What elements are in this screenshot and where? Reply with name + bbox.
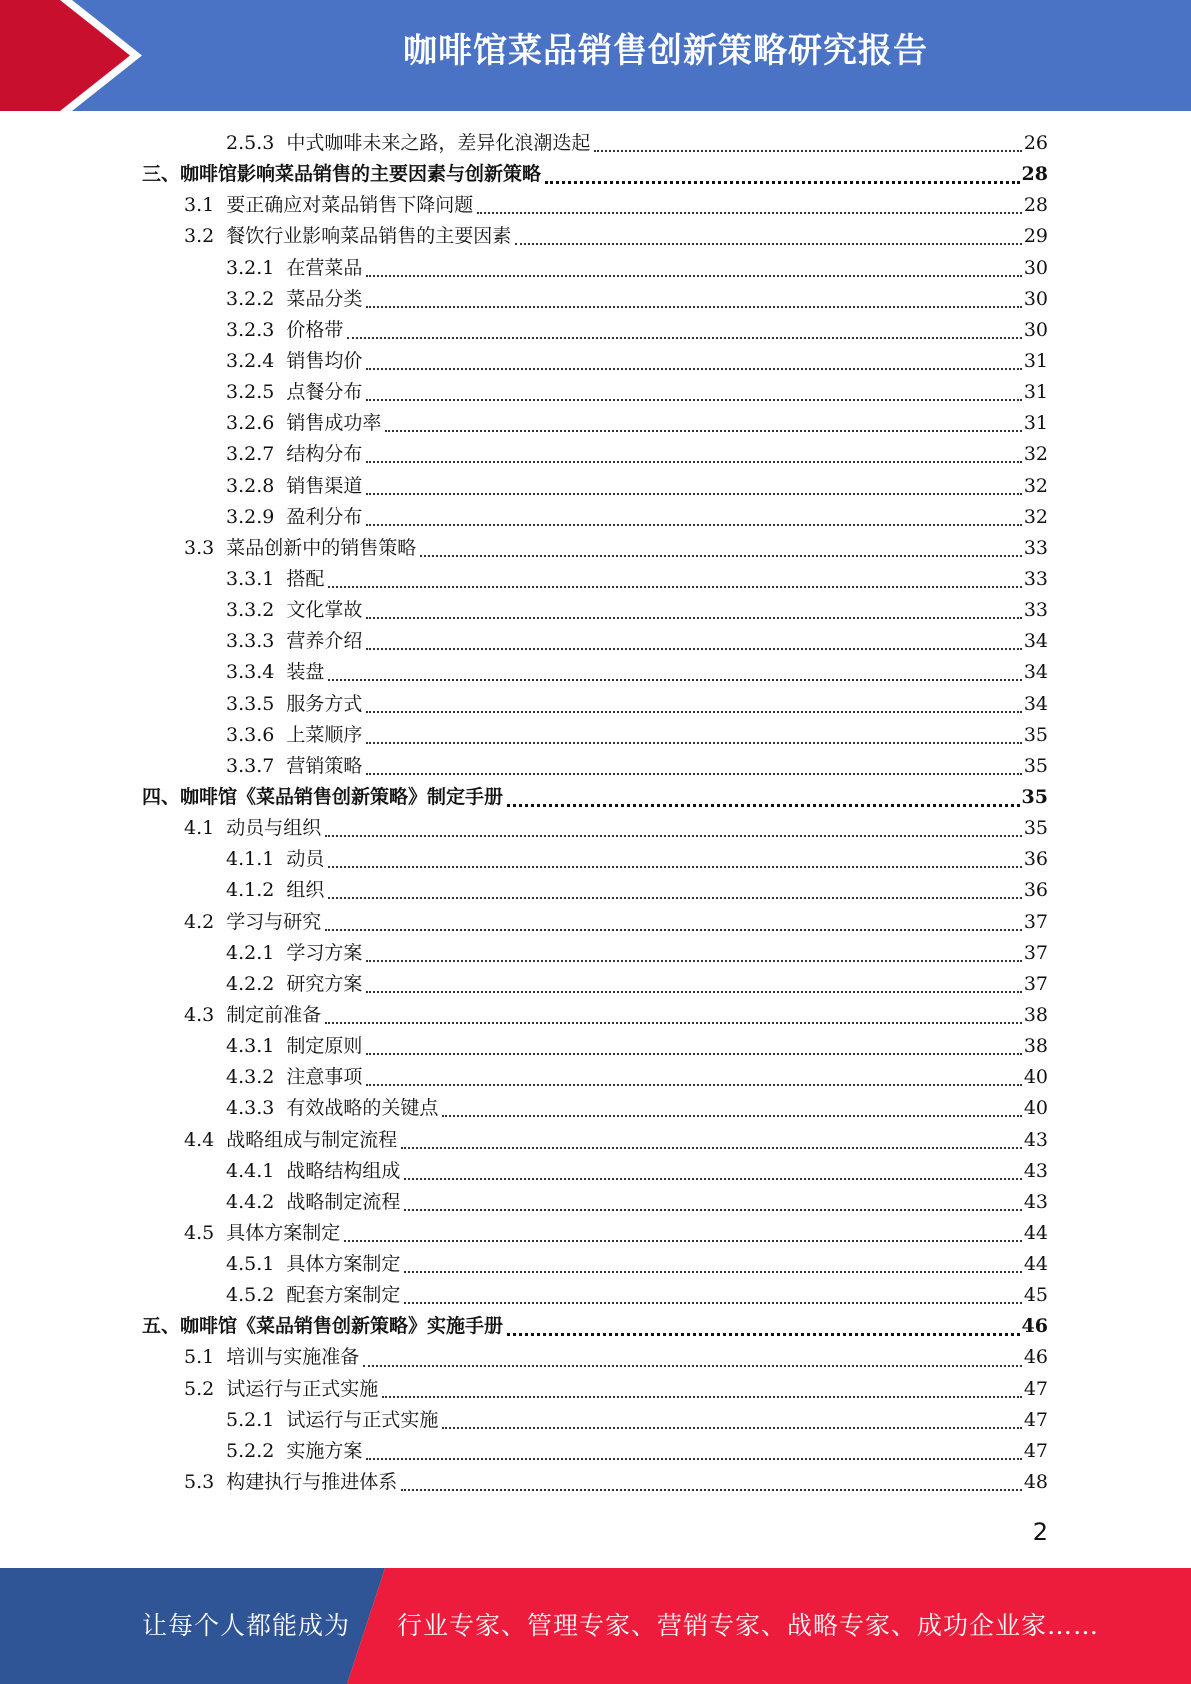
toc-entry[interactable] (226, 564, 1048, 595)
toc-entry-title: 文化掌故 (286, 599, 363, 622)
toc-entry-title: 搭配 (286, 567, 325, 590)
toc-entry-number: 4.3.3 (226, 1097, 275, 1120)
toc-entry-number: 4.1 (184, 817, 215, 840)
toc-entry[interactable] (184, 1342, 1048, 1373)
toc-dot-leader (401, 1146, 1022, 1149)
toc-dot-leader (401, 1488, 1022, 1491)
toc-entry-page: 33 (1023, 599, 1048, 622)
table-of-contents (0, 128, 1191, 1498)
toc-entry-number: 4.3.1 (226, 1035, 275, 1058)
toc-entry-title: 销售成功率 (286, 412, 382, 435)
toc-entry-title: 学习与研究 (226, 910, 322, 933)
toc-entry-page: 34 (1023, 630, 1048, 653)
toc-entry[interactable] (226, 128, 1048, 159)
page-header (0, 0, 1191, 111)
toc-entry[interactable] (226, 1280, 1048, 1311)
toc-entry-title: 菜品创新中的销售策略 (226, 536, 417, 559)
toc-entry[interactable] (226, 657, 1048, 688)
toc-dot-leader (328, 585, 1021, 588)
toc-entry-page: 35 (1021, 785, 1048, 808)
toc-entry-title: 具体方案制定 (286, 1253, 401, 1276)
header-title: 咖啡馆菜品销售创新策略研究报告 (403, 31, 928, 71)
toc-entry-number: 3.2.5 (226, 381, 275, 404)
toc-entry-number: 3.3.3 (226, 630, 275, 653)
toc-entry[interactable] (226, 253, 1048, 284)
toc-entry-number: 4.4.2 (226, 1190, 275, 1213)
toc-entry-title: 服务方式 (286, 692, 363, 715)
toc-entry-number: 4.3 (184, 1003, 215, 1026)
toc-entry-page: 47 (1023, 1377, 1048, 1400)
toc-entry-page: 32 (1023, 505, 1048, 528)
toc-dot-leader (420, 554, 1022, 557)
toc-entry-page: 43 (1023, 1190, 1048, 1213)
toc-dot-leader (366, 460, 1021, 463)
toc-entry-title: 实施方案 (286, 1439, 363, 1462)
toc-entry-page: 29 (1023, 225, 1048, 248)
toc-entry[interactable] (226, 1062, 1048, 1093)
toc-entry-number: 5.3 (184, 1471, 215, 1494)
toc-entry-number: 3.1 (184, 194, 215, 217)
toc-entry-number: 4.2.1 (226, 941, 275, 964)
toc-entry-number: 3.2.2 (226, 287, 275, 310)
toc-entry-title: 上菜顺序 (286, 723, 363, 746)
toc-entry[interactable] (226, 502, 1048, 533)
toc-entry[interactable] (226, 595, 1048, 626)
toc-entry[interactable] (226, 346, 1048, 377)
toc-entry[interactable] (184, 1125, 1048, 1156)
toc-entry-number: 4.4 (184, 1128, 215, 1151)
toc-entry-title: 要正确应对菜品销售下降问题 (226, 194, 474, 217)
toc-entry-page: 47 (1023, 1408, 1048, 1431)
toc-entry-title: 五、咖啡馆《菜品销售创新策略》实施手册 (142, 1315, 504, 1338)
toc-dot-leader (366, 1457, 1021, 1460)
toc-entry-number: 3.2.7 (226, 443, 275, 466)
toc-dot-leader (404, 1301, 1021, 1304)
toc-entry-page: 47 (1023, 1439, 1048, 1462)
toc-entry-number: 3.3.6 (226, 723, 275, 746)
toc-entry[interactable] (226, 1031, 1048, 1062)
toc-entry[interactable] (226, 284, 1048, 315)
toc-entry[interactable] (184, 533, 1048, 564)
toc-dot-leader (366, 523, 1021, 526)
toc-entry-title: 学习方案 (286, 941, 363, 964)
toc-dot-leader (404, 1270, 1021, 1273)
toc-entry-number: 2.5.3 (226, 132, 275, 154)
toc-entry-page: 30 (1023, 318, 1048, 341)
toc-dot-leader (366, 647, 1021, 650)
toc-dot-leader (404, 1208, 1021, 1211)
toc-dot-leader (328, 896, 1021, 899)
toc-entry-title: 制定原则 (286, 1035, 363, 1058)
toc-entry[interactable] (184, 813, 1048, 844)
toc-entry[interactable] (184, 221, 1048, 252)
toc-dot-leader (328, 678, 1021, 681)
toc-entry-page: 35 (1023, 754, 1048, 777)
toc-dot-leader (366, 959, 1021, 962)
toc-entry-page: 28 (1023, 194, 1048, 217)
toc-entry[interactable] (226, 408, 1048, 439)
toc-entry-page: 37 (1023, 910, 1048, 933)
toc-dot-leader (366, 772, 1021, 775)
toc-entry-title: 三、咖啡馆影响菜品销售的主要因素与创新策略 (142, 163, 542, 186)
toc-entry-title: 战略组成与制定流程 (226, 1128, 398, 1151)
toc-entry-title: 菜品分类 (286, 287, 363, 310)
toc-entry-number: 4.3.2 (226, 1066, 275, 1089)
toc-entry-page: 31 (1023, 412, 1048, 435)
toc-entry[interactable] (184, 907, 1048, 938)
toc-entry-number: 4.1.2 (226, 879, 275, 902)
toc-dot-leader (325, 1021, 1022, 1024)
toc-entry-number: 3.3.2 (226, 599, 275, 622)
toc-dot-leader (366, 305, 1021, 308)
toc-entry-number: 5.2.2 (226, 1439, 275, 1462)
toc-entry[interactable] (226, 1093, 1048, 1124)
toc-dot-leader (325, 834, 1022, 837)
toc-entry-page: 44 (1023, 1253, 1048, 1276)
toc-entry[interactable] (184, 190, 1048, 221)
toc-entry[interactable] (142, 159, 1048, 190)
toc-entry-title: 中式咖啡未来之路，差异化浪潮迭起 (286, 132, 591, 154)
toc-entry[interactable] (226, 720, 1048, 751)
toc-entry-page: 28 (1021, 163, 1048, 186)
toc-entry-page: 48 (1023, 1471, 1048, 1494)
toc-dot-leader (545, 180, 1020, 184)
toc-entry-title: 四、咖啡馆《菜品销售创新策略》制定手册 (142, 785, 504, 808)
toc-entry[interactable] (226, 377, 1048, 408)
footer-slogan-left: 让每个人都能成为 (142, 1611, 351, 1640)
toc-entry-title: 动员 (286, 848, 325, 871)
toc-entry-number: 3.3.1 (226, 567, 275, 590)
toc-dot-leader (328, 865, 1021, 868)
toc-entry-title: 价格带 (286, 318, 344, 341)
toc-entry-page: 38 (1023, 1035, 1048, 1058)
toc-entry-page: 33 (1023, 536, 1048, 559)
toc-entry-page: 37 (1023, 972, 1048, 995)
toc-dot-leader (442, 1114, 1021, 1117)
toc-entry[interactable] (184, 1467, 1048, 1498)
toc-entry-page: 38 (1023, 1003, 1048, 1026)
toc-entry-page: 31 (1023, 381, 1048, 404)
toc-entry-title: 营销策略 (286, 754, 363, 777)
toc-entry-page: 36 (1023, 879, 1048, 902)
toc-entry-page: 37 (1023, 941, 1048, 964)
toc-entry-number: 4.2.2 (226, 972, 275, 995)
toc-entry-title: 研究方案 (286, 972, 363, 995)
toc-entry-page: 34 (1023, 692, 1048, 715)
toc-entry-page: 35 (1023, 723, 1048, 746)
toc-entry-page: 34 (1023, 661, 1048, 684)
toc-dot-leader (366, 1052, 1021, 1055)
toc-entry-title: 培训与实施准备 (226, 1346, 360, 1369)
toc-entry[interactable] (226, 969, 1048, 1000)
toc-entry-page: 43 (1023, 1159, 1048, 1182)
toc-entry[interactable] (226, 689, 1048, 720)
toc-entry[interactable] (226, 1249, 1048, 1280)
toc-entry-title: 制定前准备 (226, 1003, 322, 1026)
toc-entry-page: 46 (1023, 1346, 1048, 1369)
toc-dot-leader (366, 710, 1021, 713)
toc-entry-page: 33 (1023, 567, 1048, 590)
toc-entry[interactable] (226, 471, 1048, 502)
toc-entry-title: 营养介绍 (286, 630, 363, 653)
toc-entry[interactable] (226, 844, 1048, 875)
toc-entry-page: 40 (1023, 1066, 1048, 1089)
toc-dot-leader (366, 492, 1021, 495)
toc-dot-leader (507, 1332, 1020, 1336)
toc-entry-number: 5.1 (184, 1346, 215, 1369)
toc-entry[interactable] (142, 782, 1048, 813)
toc-dot-leader (594, 149, 1021, 152)
toc-entry-page: 45 (1023, 1284, 1048, 1307)
toc-entry[interactable] (226, 1405, 1048, 1436)
toc-dot-leader (366, 367, 1021, 370)
toc-entry-title: 动员与组织 (226, 817, 322, 840)
toc-entry-page: 43 (1023, 1128, 1048, 1151)
toc-dot-leader (344, 1239, 1022, 1242)
toc-dot-leader (442, 1426, 1021, 1429)
toc-entry-number: 4.4.1 (226, 1159, 275, 1182)
toc-entry-title: 试运行与正式实施 (286, 1408, 439, 1431)
toc-dot-leader (366, 990, 1021, 993)
toc-entry-page: 26 (1023, 132, 1048, 154)
toc-entry-title: 销售渠道 (286, 474, 363, 497)
toc-entry[interactable] (184, 1000, 1048, 1031)
toc-entry-number: 3.2.1 (226, 256, 275, 279)
header-chevron-decoration (0, 0, 160, 111)
toc-entry-title: 有效战略的关键点 (286, 1097, 439, 1120)
toc-dot-leader (366, 1083, 1021, 1086)
toc-entry[interactable] (226, 751, 1048, 782)
toc-entry-title: 组织 (286, 879, 325, 902)
toc-entry-title: 结构分布 (286, 443, 363, 466)
toc-entry-title: 销售均价 (286, 349, 363, 372)
toc-entry-page: 30 (1023, 287, 1048, 310)
toc-entry[interactable] (226, 626, 1048, 657)
toc-entry-number: 4.5 (184, 1221, 215, 1244)
toc-entry-title: 试运行与正式实施 (226, 1377, 379, 1400)
toc-entry-page: 31 (1023, 349, 1048, 372)
toc-entry-title: 点餐分布 (286, 381, 363, 404)
toc-entry-number: 3.2.3 (226, 318, 275, 341)
page-number: 2 (1032, 1518, 1048, 1546)
toc-entry-page: 35 (1023, 817, 1048, 840)
toc-entry[interactable] (226, 315, 1048, 346)
toc-entry-number: 3.3 (184, 536, 215, 559)
toc-entry[interactable] (142, 1311, 1048, 1342)
toc-entry-number: 3.3.5 (226, 692, 275, 715)
toc-entry-title: 盈利分布 (286, 505, 363, 528)
toc-entry[interactable] (226, 1187, 1048, 1218)
toc-entry[interactable] (226, 875, 1048, 906)
toc-dot-leader (325, 928, 1022, 931)
toc-dot-leader (477, 211, 1022, 214)
toc-entry[interactable] (226, 439, 1048, 470)
toc-entry[interactable] (226, 1156, 1048, 1187)
toc-entry-page: 44 (1023, 1221, 1048, 1244)
toc-dot-leader (366, 274, 1021, 277)
toc-entry-number: 4.2 (184, 910, 215, 933)
toc-dot-leader (347, 336, 1021, 339)
footer-slogan-right: 行业专家、管理专家、营销专家、战略专家、成功企业家…… (397, 1611, 1100, 1640)
toc-entry-page: 40 (1023, 1097, 1048, 1120)
toc-entry-title: 配套方案制定 (286, 1284, 401, 1307)
toc-entry-page: 30 (1023, 256, 1048, 279)
toc-entry-number: 3.2.4 (226, 349, 275, 372)
toc-entry-number: 3.2.9 (226, 505, 275, 528)
toc-dot-leader (366, 616, 1021, 619)
toc-entry-number: 4.1.1 (226, 848, 275, 871)
toc-entry-number: 4.5.2 (226, 1284, 275, 1307)
toc-entry-title: 具体方案制定 (226, 1221, 341, 1244)
toc-entry-page: 32 (1023, 443, 1048, 466)
toc-entry-number: 5.2 (184, 1377, 215, 1400)
toc-entry-page: 46 (1021, 1315, 1048, 1338)
toc-entry-title: 注意事项 (286, 1066, 363, 1089)
toc-dot-leader (363, 1364, 1022, 1367)
toc-entry-title: 餐饮行业影响菜品销售的主要因素 (226, 225, 512, 248)
toc-entry-title: 战略制定流程 (286, 1190, 401, 1213)
toc-entry-title: 在营菜品 (286, 256, 363, 279)
toc-dot-leader (385, 429, 1021, 432)
toc-entry-page: 32 (1023, 474, 1048, 497)
toc-dot-leader (366, 398, 1021, 401)
toc-entry-number: 5.2.1 (226, 1408, 275, 1431)
toc-entry[interactable] (226, 938, 1048, 969)
toc-entry-number: 3.2.6 (226, 412, 275, 435)
toc-entry[interactable] (184, 1218, 1048, 1249)
toc-dot-leader (382, 1395, 1022, 1398)
toc-entry-number: 3.2 (184, 225, 215, 248)
toc-entry-number: 3.2.8 (226, 474, 275, 497)
toc-entry-number: 3.3.4 (226, 661, 275, 684)
toc-entry[interactable] (184, 1374, 1048, 1405)
toc-entry-number: 4.5.1 (226, 1253, 275, 1276)
toc-dot-leader (507, 803, 1020, 807)
toc-entry[interactable] (226, 1436, 1048, 1467)
toc-entry-page: 36 (1023, 848, 1048, 871)
toc-entry-number: 3.3.7 (226, 754, 275, 777)
toc-entry-title: 战略结构组成 (286, 1159, 401, 1182)
toc-entry-title: 构建执行与推进体系 (226, 1471, 398, 1494)
toc-entry-title: 装盘 (286, 661, 325, 684)
page-footer (0, 1568, 1191, 1684)
toc-dot-leader (366, 741, 1021, 744)
toc-dot-leader (404, 1177, 1021, 1180)
toc-dot-leader (515, 242, 1022, 245)
